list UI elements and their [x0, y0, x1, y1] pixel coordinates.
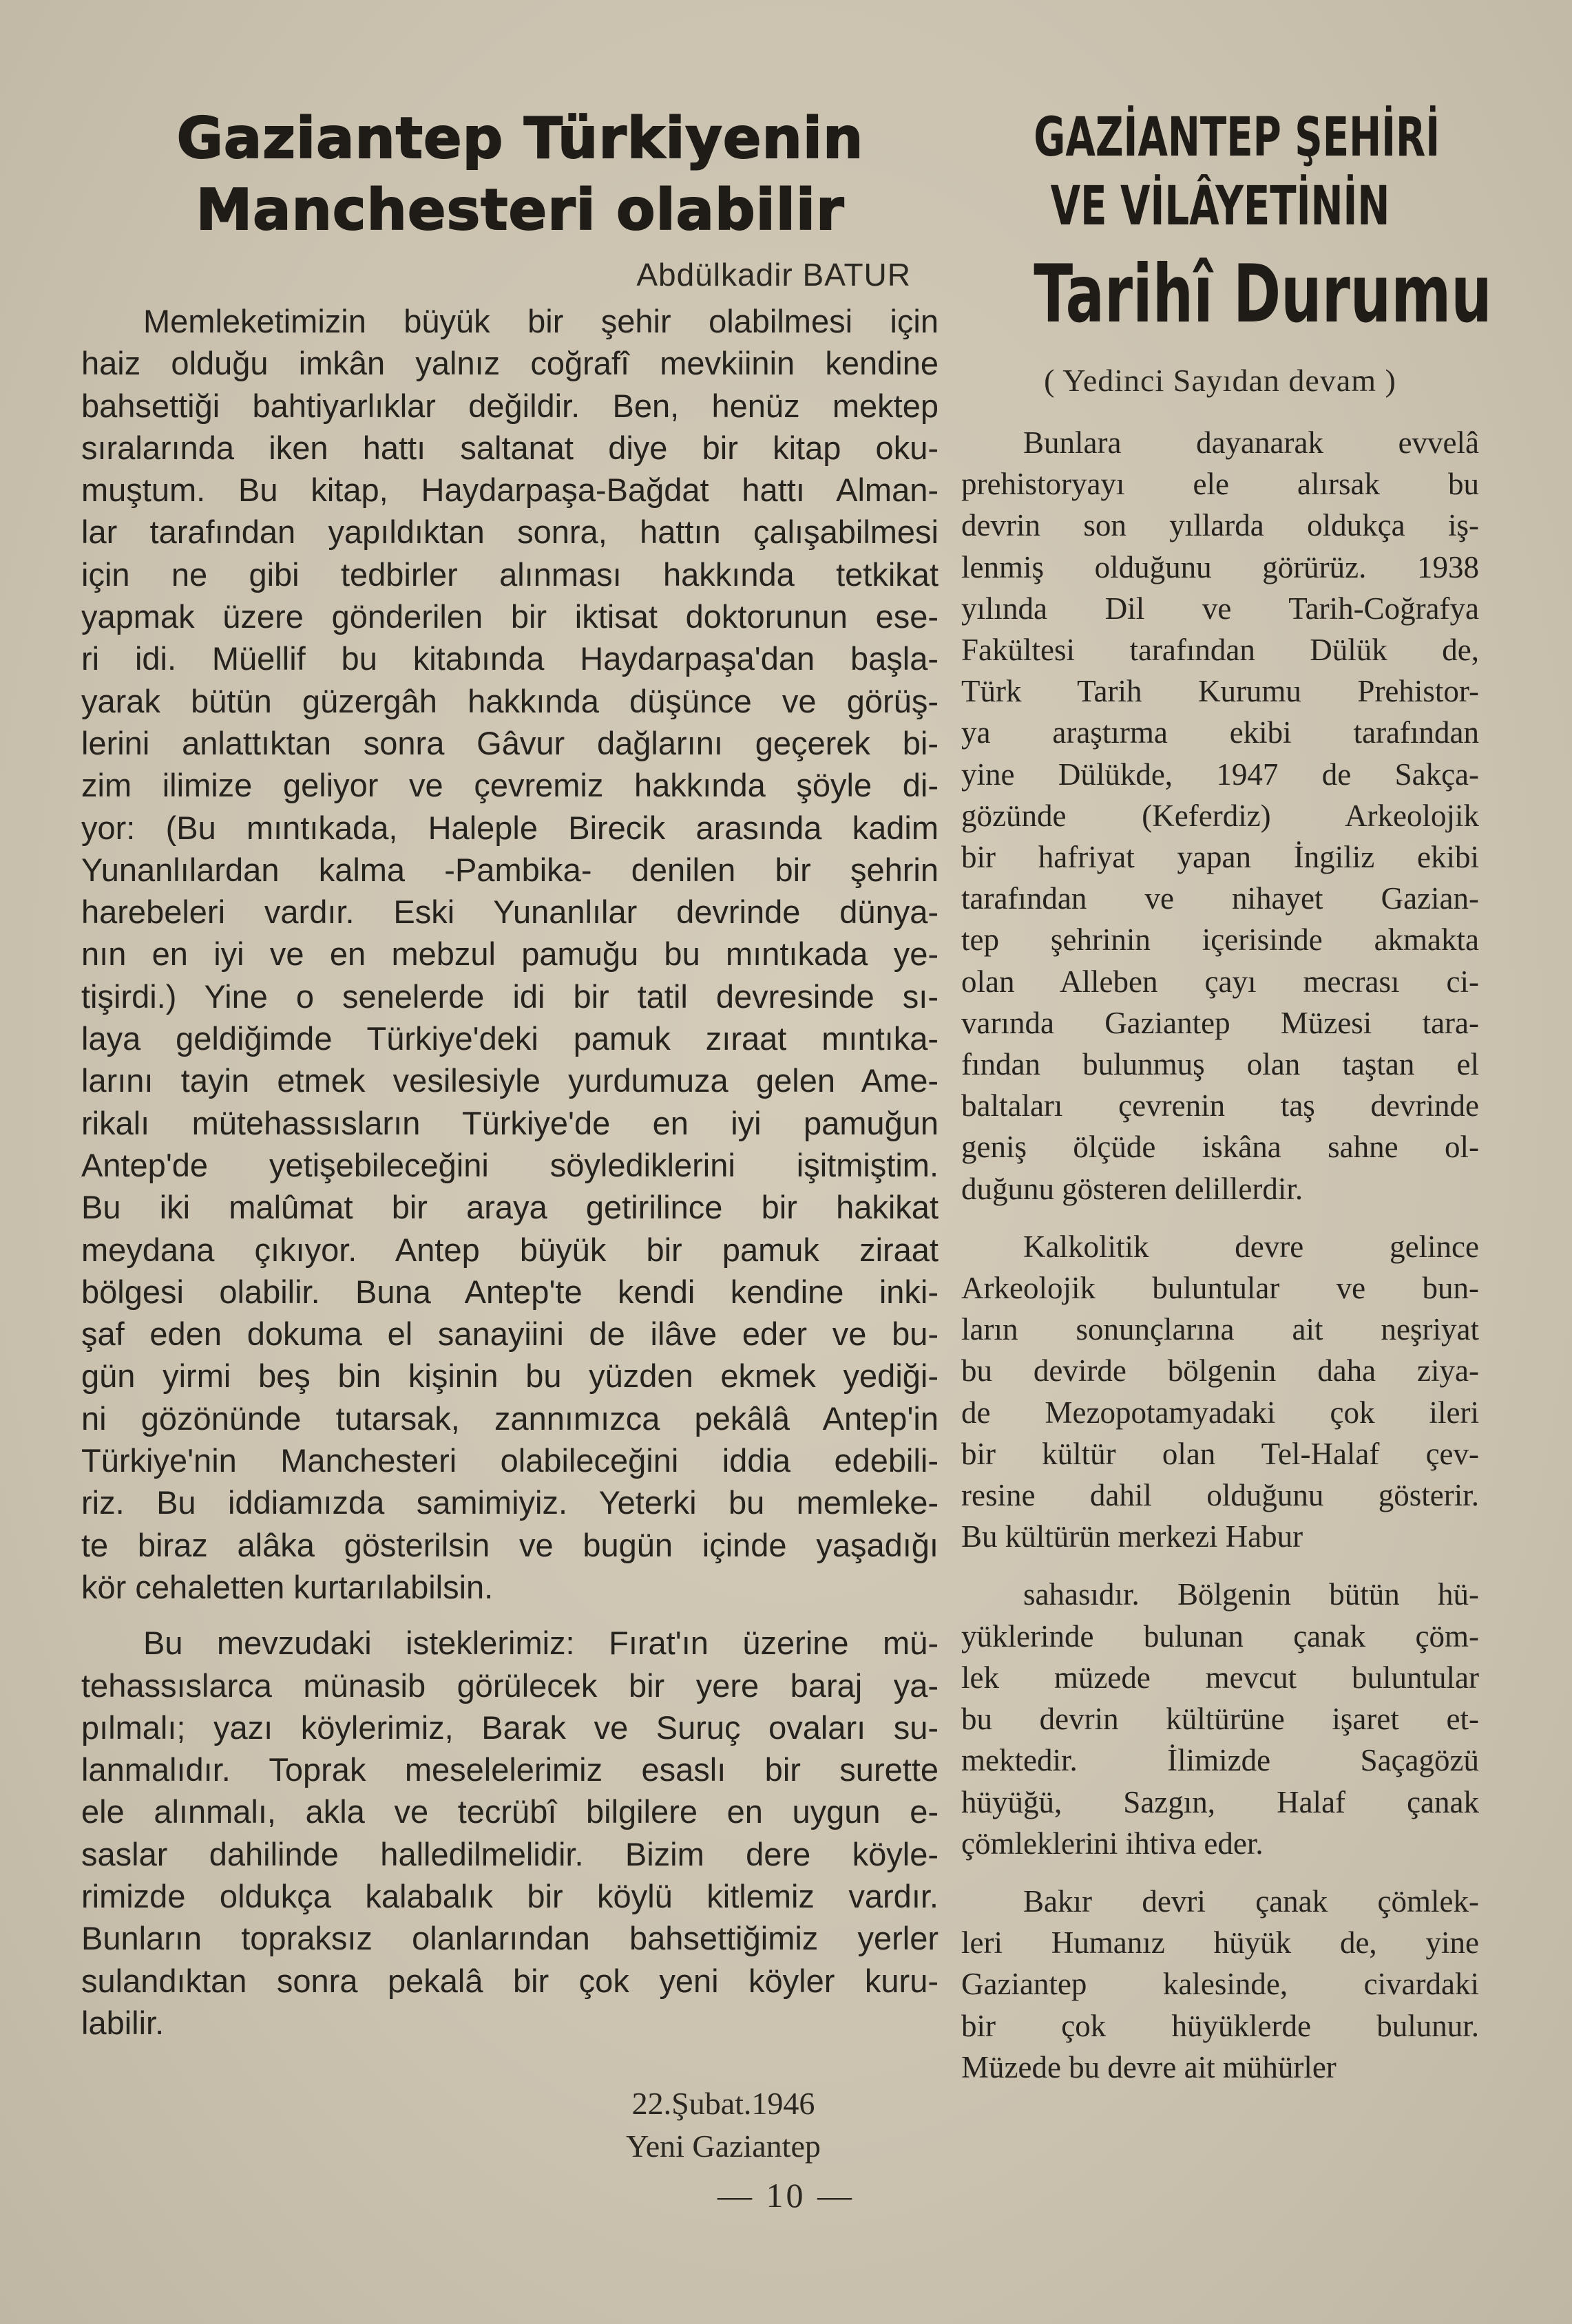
text-line: labilir. [81, 2004, 165, 2041]
article-date: 22.Şubat.1946 [631, 2086, 815, 2122]
text-line: rikalı mütehassısların Türkiye'de en iyi pamuğun [81, 1104, 939, 1141]
text-line: Fakültesi tarafından Dülük de, [961, 633, 1479, 668]
text-line: yor: (Bu mıntıkada, Haleple Birecik arasında kadim [81, 809, 939, 846]
text-line: te biraz alâka gösterilsin ve bugün içinde yaşadığı [81, 1526, 939, 1563]
text-line: yapmak üzere gönderilen bir iktisat doktorunun ese- [81, 598, 939, 635]
author-name: Abdülkadir BATUR [636, 257, 911, 293]
paragraph [81, 1622, 939, 2044]
text-line: baltaları çevrenin taş devrinde [961, 1088, 1479, 1123]
text-line: Gaziantep kalesinde, civardaki [961, 1967, 1479, 2002]
text-line: ele alınmalı, akla ve tecrübî bilgilere en uygun e- [81, 1793, 939, 1830]
text-line: sulandıktan sonra pekalâ bir çok yeni köyler kuru- [81, 1962, 939, 1999]
text-line: çömleklerini ihtiva eder. [961, 1826, 1264, 1861]
text-line: geniş ölçüde iskâna sahne ol- [961, 1130, 1479, 1165]
text-line: yarak bütün güzergâh hakkında düşünce ve görüş- [81, 682, 939, 719]
text-line: gün yirmi beş bin kişinin bu yüzden ekmek yediği- [81, 1358, 939, 1395]
text-line: de Mezopotamyadaki çok ileri [961, 1395, 1479, 1430]
left-article-body [81, 300, 939, 2044]
text-line: Türkiye'nin Manchesteri olabileceğini iddia edebili- [81, 1442, 939, 1479]
text-line: lek müzede mevcut buluntular [961, 1660, 1479, 1695]
right-title-line-3: Tarihî Durumu [1034, 248, 1492, 341]
text-line: Bakır devri çanak çömlek- [1023, 1883, 1479, 1919]
text-line: lenmiş olduğunu görürüz. 1938 [961, 549, 1479, 584]
text-line: bir çok hüyüklerde bulunur. [961, 2008, 1479, 2043]
text-line: kör cehaletten kurtarılabilsin. [81, 1568, 494, 1605]
text-line: Antep'de yetişebileceğini söylediklerini işitmiştim. [81, 1146, 939, 1183]
text-line: bir kültür olan Tel-Halaf çev- [961, 1436, 1479, 1471]
left-article-title [81, 103, 939, 246]
text-line: yılında Dil ve Tarih-Coğrafya [961, 591, 1479, 626]
text-line: larını tayin etmek vesilesiyle yurdumuza gelen Ame- [81, 1062, 939, 1099]
text-line: hüyüğü, Sazgın, Halaf çanak [961, 1784, 1479, 1819]
continued-note: ( Yedinci Sayıdan devam ) [1044, 363, 1396, 398]
text-line: ların sonunçlarına ait neşriyat [961, 1312, 1479, 1347]
text-line: fından bulunmuş olan taştan el [961, 1047, 1479, 1082]
text-line: Yunanlılardan kalma -Pambika- denilen bir şehrin [81, 851, 939, 888]
text-line: mektedir. İlimizde Saçagözü [961, 1743, 1479, 1778]
text-line: olan Alleben çayı mecrası ci- [961, 964, 1479, 999]
article-signoff [81, 2082, 939, 2168]
text-line: bir hafriyat yapan İngiliz ekibi [961, 840, 1479, 875]
text-line: devrin son yıllarda oldukça iş- [961, 508, 1479, 543]
text-line: zim ilimize geliyor ve çevremiz hakkında şöyle di- [81, 767, 939, 804]
text-line: Memleketimizin büyük bir şehir olabilmesi için [143, 303, 939, 339]
text-line: varında Gaziantep Müzesi tara- [961, 1005, 1479, 1040]
text-line: Bunlara dayanarak evvelâ [1023, 425, 1479, 460]
left-title-line-1: Gaziantep Türkiyenin [176, 106, 864, 171]
text-line: Türk Tarih Kurumu Prehistor- [961, 674, 1479, 709]
text-line: muştum. Bu kitap, Haydarpaşa-Bağdat hattı Alman- [81, 472, 939, 509]
text-line: saslar dahilinde halledilmelidir. Bizim dere köyle- [81, 1835, 939, 1872]
text-line: Arkeolojik buluntular ve bun- [961, 1271, 1479, 1306]
text-line: tarafından ve nihayet Gazian- [961, 881, 1479, 916]
text-line: ya araştırma ekibi tarafından [961, 715, 1479, 750]
page-number: — 10 — [717, 2176, 855, 2215]
text-line: harebeleri vardır. Eski Yunanlılar devrinde dünya- [81, 894, 939, 931]
text-line: yüklerinde bulunan çanak çöm- [961, 1618, 1479, 1654]
text-line: nın en iyi ve en mebzul pamuğu bu mıntıkada ye- [81, 936, 939, 973]
text-line: leri Humanız hüyük de, yine [961, 1925, 1479, 1961]
right-title-line-2: VE VİLÂYETİNİN [1050, 176, 1390, 237]
text-line: tehassıslarca münasib görülecek bir yere baraj ya- [81, 1667, 939, 1704]
right-article-body [961, 422, 1479, 2088]
text-line: Müzede bu devre ait mühürler [961, 2049, 1337, 2084]
text-line: bu devrin kültürüne işaret et- [961, 1702, 1479, 1737]
text-line: sıralarında iken hattı saltanat diye bir kitap oku- [81, 429, 939, 466]
text-line: lanmalıdır. Toprak meselelerimiz esaslı bir surette [81, 1751, 939, 1788]
text-line: bu devirde bölgenin daha ziya- [961, 1353, 1479, 1388]
text-line: Bunların topraksız olanlarından bahsettiğimiz yerler [81, 1920, 939, 1957]
text-line: bahsettiği bahtiyarlıklar değildir. Ben, henüz mektep [81, 387, 939, 424]
text-line: lerini anlattıktan sonra Gâvur dağlarını geçerek bi- [81, 724, 939, 761]
text-line: gözünde (Keferdiz) Arkeolojik [961, 798, 1479, 833]
paragraph [961, 422, 1479, 1209]
right-title-line-1: GAZİANTEP ŞEHİRİ [1034, 107, 1440, 169]
text-line: bölgesi olabilir. Buna Antep'te kendi kendine inki- [81, 1273, 939, 1310]
text-line: sahasıdır. Bölgenin bütün hü- [1023, 1577, 1479, 1612]
text-line: tep şehrinin içerisinde akmakta [961, 922, 1479, 958]
text-line: laya geldiğimde Türkiye'deki pamuk zıraat mıntıka- [81, 1020, 939, 1057]
text-line: ni gözönünde tutarsak, zannımızca pekâlâ Antep'in [81, 1399, 939, 1437]
text-line: yine Dülükde, 1947 de Sakça- [961, 757, 1479, 792]
text-line: haiz olduğu imkân yalnız coğrafî mevkiinin kendine [81, 345, 939, 382]
text-line: prehistoryayı ele alırsak bu [961, 467, 1479, 502]
left-title-line-2: Manchesteri olabilir [196, 178, 845, 243]
paragraph [961, 1881, 1479, 2088]
text-line: Kalkolitik devre gelince [1023, 1229, 1479, 1264]
paragraph [81, 300, 939, 1608]
text-line: riz. Bu iddiamızda samimiyiz. Yeterki bu memleke- [81, 1484, 939, 1521]
text-line: rimizde oldukça kalabalık bir köylü kitlemiz vardır. [81, 1877, 939, 1914]
text-line: duğunu gösteren delillerdir. [961, 1171, 1303, 1206]
text-line: resine dahil olduğunu gösterir. [961, 1478, 1479, 1513]
paragraph [961, 1226, 1479, 1558]
text-line: meydana çıkıyor. Antep büyük bir pamuk ziraat [81, 1231, 939, 1268]
text-line: Bu iki malûmat bir araya getirilince bir hakikat [81, 1189, 939, 1226]
right-article [961, 103, 1492, 2088]
text-line: lar tarafından yapıldıktan sonra, hattın çalışabilmesi [81, 514, 939, 551]
left-article [81, 103, 939, 2168]
text-line: Bu mevzudaki isteklerimiz: Fırat'ın üzerine mü- [143, 1625, 939, 1662]
text-line: pılmalı; yazı köylerimiz, Barak ve Suruç ovaları su- [81, 1709, 939, 1746]
text-line: tişirdi.) Yine o senelerde idi bir tatil devresinde sı- [81, 978, 939, 1015]
text-line: Bu kültürün merkezi Habur [961, 1519, 1303, 1554]
text-line: için ne gibi tedbirler alınması hakkında tetkikat [81, 556, 939, 593]
text-line: şaf eden dokuma el sanayiini de ilâve eder ve bu- [81, 1316, 939, 1353]
text-line: ri idi. Müellif bu kitabında Haydarpaşa'dan başla- [81, 640, 939, 677]
article-publication: Yeni Gaziantep [626, 2128, 821, 2164]
paragraph [961, 1574, 1479, 1863]
